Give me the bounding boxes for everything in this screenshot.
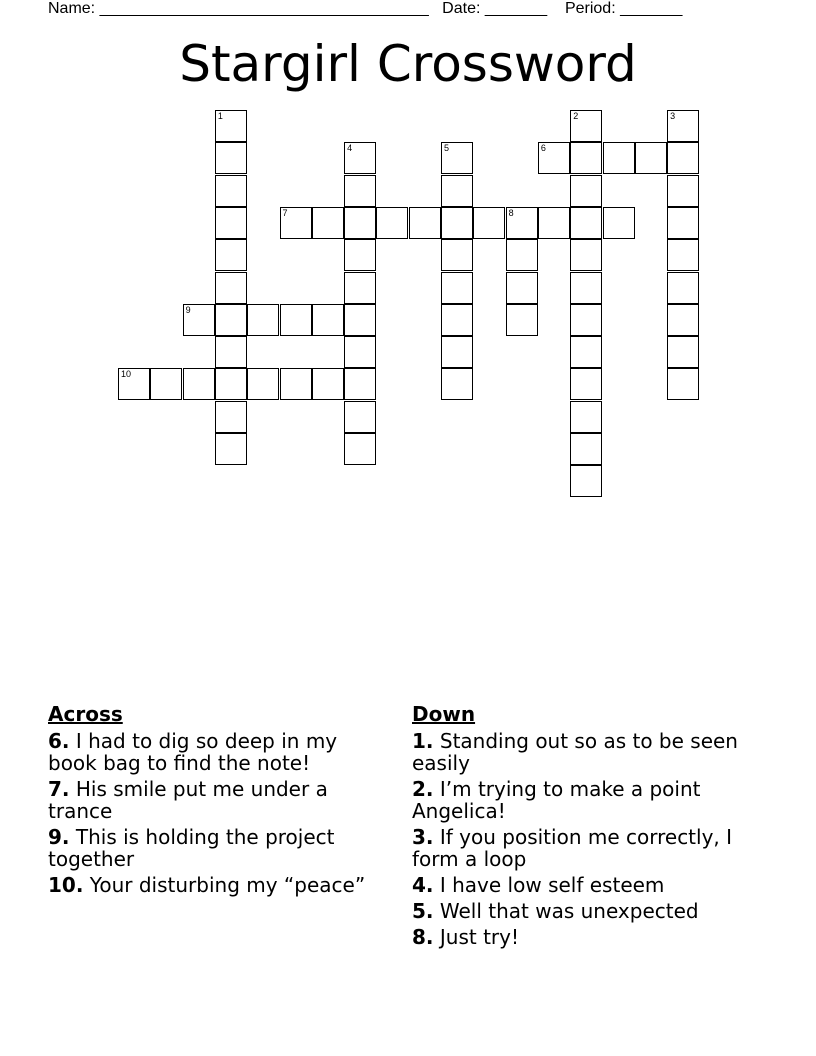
crossword-cell[interactable] (441, 336, 473, 368)
crossword-cell[interactable] (667, 110, 699, 142)
clue-number: 7. (48, 777, 70, 801)
crossword-cell[interactable] (667, 239, 699, 271)
crossword-cell[interactable] (441, 142, 473, 174)
clue-text: Your disturbing my “peace” (83, 873, 366, 897)
crossword-cell[interactable] (603, 142, 635, 174)
clue-number: 2. (412, 777, 434, 801)
clue-number-label: 9 (185, 304, 191, 315)
crossword-cell[interactable] (506, 304, 538, 336)
crossword-cell[interactable] (280, 368, 312, 400)
period-label: Period: (564, 0, 616, 17)
crossword-cell[interactable] (312, 368, 344, 400)
crossword-cell[interactable] (667, 175, 699, 207)
across-clues (48, 702, 388, 900)
clue-text: His smile put me under a trance (48, 777, 328, 823)
clue-number-label: 6 (540, 143, 546, 154)
clue-text: Just try! (433, 925, 519, 949)
crossword-cell[interactable] (538, 207, 570, 239)
crossword-cell[interactable] (344, 304, 376, 336)
clue-number-label: 7 (282, 207, 288, 218)
clue-number: 8. (412, 925, 434, 949)
down-heading: Down (412, 702, 476, 726)
crossword-cell[interactable] (667, 368, 699, 400)
clue-number-label: 10 (121, 369, 132, 380)
crossword-cell[interactable] (570, 110, 602, 142)
down-clue (412, 926, 772, 948)
crossword-cell[interactable] (409, 207, 441, 239)
crossword-cell[interactable] (506, 239, 538, 271)
crossword-cell[interactable] (570, 368, 602, 400)
crossword-cell[interactable] (570, 401, 602, 433)
clue-number: 1. (412, 729, 434, 753)
clue-number-label: 1 (217, 111, 223, 121)
crossword-cell[interactable] (570, 207, 602, 239)
down-clue (412, 778, 772, 822)
clue-number: 6. (48, 729, 70, 753)
across-clue (48, 874, 388, 896)
crossword-cell[interactable] (150, 368, 182, 400)
crossword-cell[interactable] (247, 304, 279, 336)
crossword-cell[interactable] (570, 336, 602, 368)
down-clue (412, 826, 772, 870)
crossword-cell[interactable] (312, 207, 344, 239)
crossword-cell[interactable] (215, 207, 247, 239)
crossword-cell[interactable] (570, 304, 602, 336)
down-clue (412, 874, 772, 896)
crossword-cell[interactable] (215, 239, 247, 271)
clue-text: If you position me correctly, I form a loop (412, 825, 733, 871)
clue-text: I had to dig so deep in my book bag to find the note! (48, 729, 338, 775)
crossword-cell[interactable] (473, 207, 505, 239)
across-clue (48, 826, 388, 870)
crossword-cell[interactable] (312, 304, 344, 336)
crossword-cell[interactable] (344, 272, 376, 304)
across-clue (48, 778, 388, 822)
clue-number-label: 3 (670, 111, 676, 121)
crossword-cell[interactable] (441, 368, 473, 400)
clue-number-label: 4 (347, 143, 353, 154)
crossword-cell[interactable] (215, 401, 247, 433)
crossword-cell[interactable] (215, 110, 247, 142)
name-label: Name: (48, 0, 96, 17)
crossword-cell[interactable] (183, 368, 215, 400)
crossword-cell[interactable] (667, 336, 699, 368)
crossword-cell[interactable] (538, 142, 570, 174)
crossword-cell[interactable] (215, 336, 247, 368)
clue-number-label: 5 (444, 143, 450, 154)
crossword-cell[interactable] (344, 239, 376, 271)
crossword-cell[interactable] (280, 207, 312, 239)
crossword-cell[interactable] (667, 142, 699, 174)
down-clue (412, 730, 772, 774)
crossword-cell[interactable] (570, 272, 602, 304)
crossword-cell[interactable] (344, 142, 376, 174)
down-clues (412, 702, 772, 952)
crossword-cell[interactable] (570, 239, 602, 271)
crossword-cell[interactable] (215, 433, 247, 465)
crossword-cell[interactable] (215, 175, 247, 207)
clue-text: Well that was unexpected (433, 899, 699, 923)
clue-number: 10. (48, 873, 84, 897)
crossword-cell[interactable] (215, 368, 247, 400)
name-field[interactable]: _____________________________________ (99, 0, 429, 17)
clue-number: 5. (412, 899, 434, 923)
crossword-cell[interactable] (506, 272, 538, 304)
crossword-cell[interactable] (635, 142, 667, 174)
crossword-cell[interactable] (215, 272, 247, 304)
crossword-cell[interactable] (667, 207, 699, 239)
crossword-cell[interactable] (118, 368, 150, 400)
crossword-cell[interactable] (215, 304, 247, 336)
crossword-grid (0, 0, 816, 520)
crossword-cell[interactable] (667, 272, 699, 304)
crossword-cell[interactable] (344, 207, 376, 239)
clue-number: 9. (48, 825, 70, 849)
crossword-cell[interactable] (344, 433, 376, 465)
crossword-cell[interactable] (441, 272, 473, 304)
crossword-cell[interactable] (570, 433, 602, 465)
crossword-cell[interactable] (441, 175, 473, 207)
crossword-cell[interactable] (667, 304, 699, 336)
crossword-cell[interactable] (344, 175, 376, 207)
crossword-cell[interactable] (280, 304, 312, 336)
crossword-cell[interactable] (441, 239, 473, 271)
period-field[interactable]: _______ (620, 0, 683, 17)
clue-text: I have low self esteem (433, 873, 665, 897)
crossword-cell[interactable] (570, 142, 602, 174)
across-heading: Across (48, 702, 123, 726)
crossword-cell[interactable] (441, 304, 473, 336)
crossword-cell[interactable] (570, 465, 602, 497)
across-clue (48, 730, 388, 774)
crossword-cell[interactable] (603, 207, 635, 239)
crossword-cell[interactable] (570, 175, 602, 207)
crossword-cell[interactable] (344, 368, 376, 400)
clue-number-label: 2 (573, 111, 579, 121)
crossword-cell[interactable] (215, 142, 247, 174)
crossword-cell[interactable] (376, 207, 408, 239)
clue-number: 3. (412, 825, 434, 849)
crossword-cell[interactable] (344, 336, 376, 368)
date-field[interactable]: _______ (484, 0, 548, 17)
down-clue (412, 900, 772, 922)
clue-number: 4. (412, 873, 434, 897)
clue-text: I’m trying to make a point Angelica! (412, 777, 701, 823)
crossword-cell[interactable] (344, 401, 376, 433)
page-title: Stargirl Crossword (179, 35, 637, 93)
crossword-cell[interactable] (183, 304, 215, 336)
crossword-cell[interactable] (441, 207, 473, 239)
clue-number-label: 8 (508, 207, 514, 218)
crossword-cell[interactable] (247, 368, 279, 400)
clue-text: This is holding the project together (48, 825, 335, 871)
crossword-cell[interactable] (506, 207, 538, 239)
date-label: Date: (442, 0, 481, 17)
clue-text: Standing out so as to be seen easily (412, 729, 738, 775)
